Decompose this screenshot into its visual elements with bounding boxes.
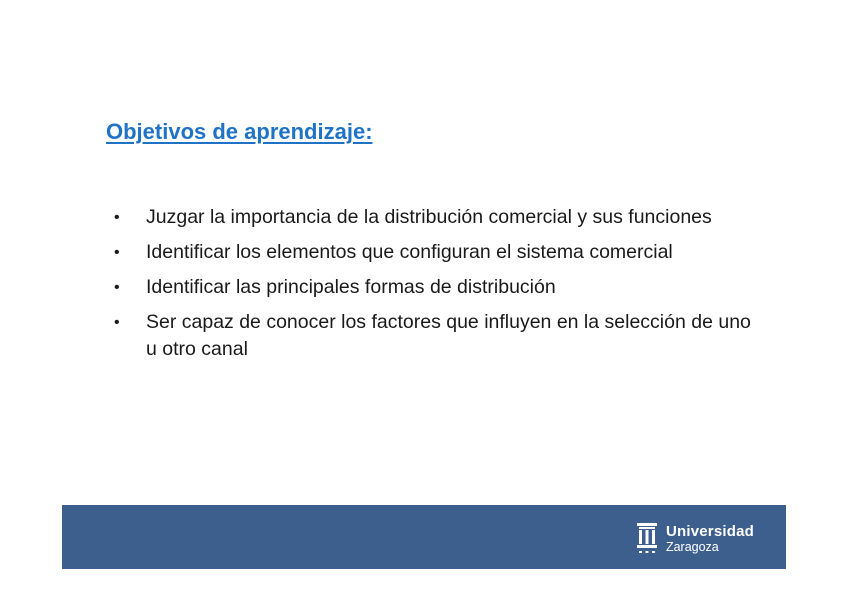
slide-title: Objetivos de aprendizaje: (106, 119, 373, 144)
bullet-icon: • (114, 209, 120, 226)
objective-text: Ser capaz de conocer los factores que influyen en la selección de uno u otro canal (146, 311, 751, 360)
footer-band (62, 505, 786, 569)
bullet-icon: • (114, 314, 120, 331)
bullet-icon: • (114, 244, 120, 261)
list-item (114, 309, 764, 363)
university-building-icon (636, 522, 658, 556)
list-item (114, 204, 764, 231)
objective-text: Juzgar la importancia de la distribución comercial y sus funciones (146, 206, 712, 228)
university-logo (636, 522, 754, 556)
list-item (114, 274, 764, 301)
objective-text: Identificar los elementos que configuran el sistema comercial (146, 241, 673, 263)
bullet-icon: • (114, 279, 120, 296)
logo-name: Universidad (665, 523, 754, 541)
logo-city: Zaragoza (665, 540, 719, 555)
objective-text: Identificar las principales formas de distribución (146, 276, 556, 298)
objectives-list (114, 204, 764, 371)
list-item (114, 239, 764, 266)
